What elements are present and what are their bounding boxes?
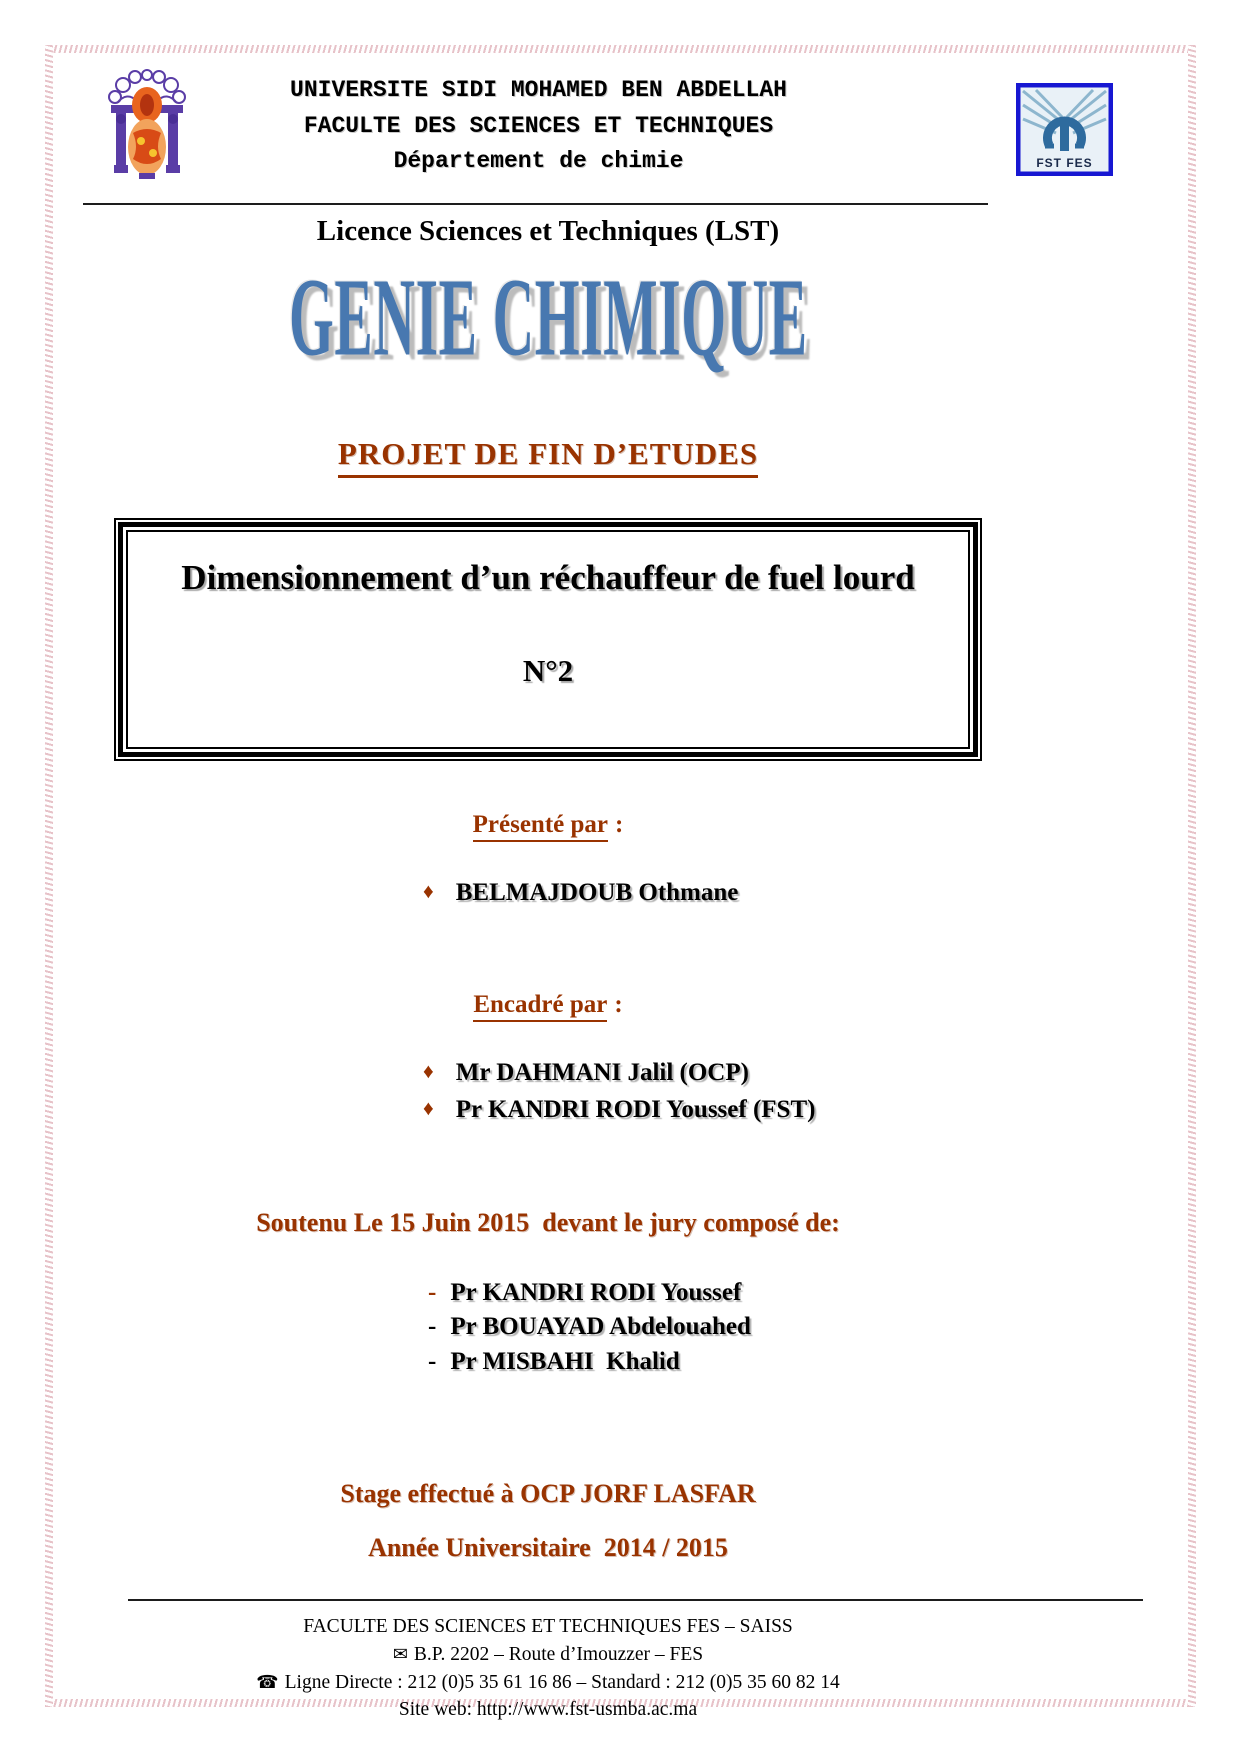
decorative-border-left	[45, 45, 53, 1707]
header-department-line: Département de chimie	[393, 148, 684, 175]
header-text-block	[191, 73, 886, 180]
presented-by-heading: Présenté par :	[83, 811, 1013, 839]
decorative-border-top	[45, 45, 1196, 53]
supervisor-name: Mr DAHMANI Jalil (OCP)	[455, 1059, 749, 1087]
footer-website-line: Site web: http://www.fst-usmba.ac.ma	[398, 1699, 698, 1721]
report-title: Dimensionnement d’un réchauffeur de fuel lourd	[181, 558, 915, 597]
header-divider-rule	[83, 203, 988, 205]
footer-faculty-line: FACULTE DES SCIENCES ET TECHNIQUES FES – SAISS	[303, 1616, 793, 1638]
jury-member-row	[428, 1345, 1013, 1380]
fst-fes-logo-caption: FST FES	[1036, 156, 1093, 170]
defense-line: Soutenu Le 15 Juin 2015 devant le jury composé de:	[256, 1207, 840, 1237]
degree-line: Licence Sciences et Techniques (LST)	[316, 215, 780, 247]
header-university-line: UNIVERSITE SIDI MOHAMED BEN ABDELLAH	[290, 77, 787, 103]
jury-member-name: Pr KANDRI RODI Youssef	[450, 1278, 742, 1306]
diamond-bullet-icon: ♦	[423, 879, 434, 903]
fst-fes-logo	[1016, 83, 1113, 176]
supervised-by-heading: Encadré par :	[83, 991, 1013, 1019]
academic-year-line: Année Universitaire 2014 / 2015	[368, 1533, 728, 1563]
report-number: N°2	[522, 653, 574, 688]
footer-address-line: ✉ B.P. 2202 – Route d’Imouzzer – FES	[392, 1643, 704, 1665]
dash-bullet: -	[428, 1313, 437, 1341]
header-faculty-line: FACULTE DES SCIENCES ET TECHNIQUES	[303, 112, 774, 139]
list-item	[423, 1092, 1013, 1128]
title-box	[114, 518, 982, 761]
list-item	[423, 1055, 1013, 1091]
internship-line: Stage effectué à OCP JORF LASFAR	[340, 1479, 756, 1509]
footer	[83, 1613, 1013, 1724]
project-heading-row	[83, 436, 1013, 478]
jury-list	[428, 1276, 1013, 1380]
header	[83, 67, 1158, 189]
footer-divider-rule	[128, 1599, 1143, 1601]
dash-bullet: -	[428, 1347, 437, 1375]
envelope-icon: ✉	[392, 1643, 408, 1665]
project-heading: PROJET DE FIN D’ETUDES	[338, 436, 758, 478]
footer-phone-line: ☎ Ligne Directe : 212 (0)5 35 61 16 86 – Standard : 212 (0)5 35 60 82 14	[256, 1671, 840, 1693]
dash-bullet: -	[428, 1278, 437, 1306]
presented-by-list	[423, 875, 1013, 911]
supervised-by-list	[423, 1055, 1013, 1128]
university-emblem-logo	[103, 67, 191, 189]
diamond-bullet-icon: ♦	[423, 1095, 434, 1120]
page-content	[53, 53, 1188, 1721]
decorative-border-right	[1188, 45, 1196, 1707]
main-column	[83, 215, 1013, 1563]
jury-member-row	[428, 1276, 1013, 1311]
student-name: BELMAJDOUB Othmane	[455, 879, 739, 906]
program-title-wrap	[83, 254, 1013, 380]
jury-member-name: Pr BOUAYAD Abdelouahed	[450, 1313, 751, 1341]
list-item	[423, 875, 1013, 911]
diamond-bullet-icon: ♦	[423, 1059, 434, 1084]
jury-member-name: Pr MISBAHI Khalid	[450, 1347, 680, 1375]
program-title: GENIE CHIMIQUE	[288, 254, 808, 380]
jury-member-row	[428, 1310, 1013, 1345]
supervisor-name: Pr KANDRI RODI Youssef (FST)	[455, 1095, 816, 1123]
telephone-icon: ☎	[256, 1671, 279, 1693]
